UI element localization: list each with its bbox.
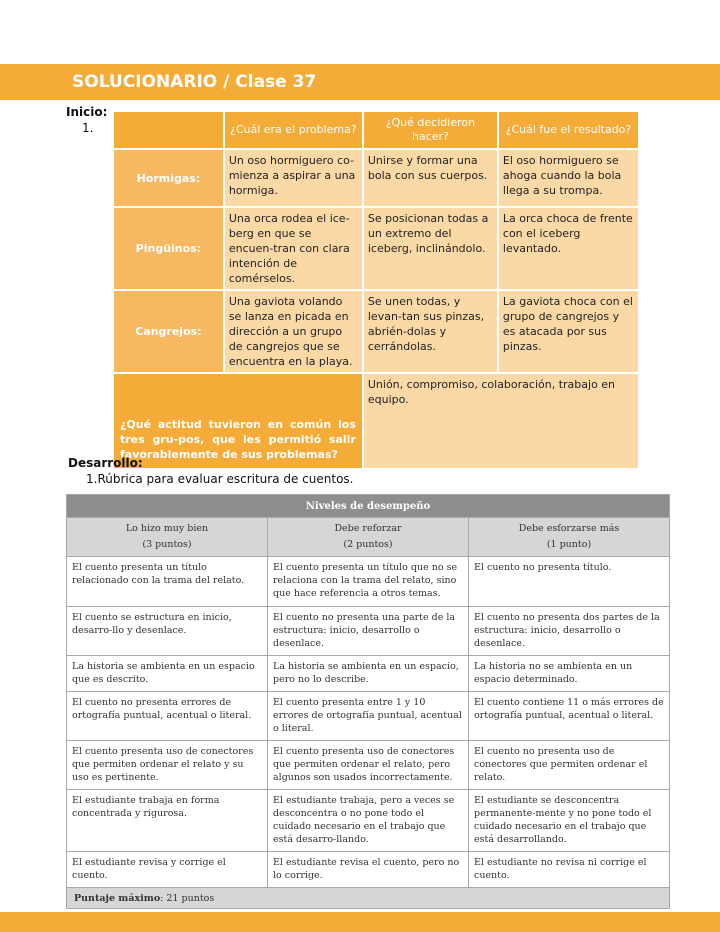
rubric-cell: El cuento no presenta errores de ortografía puntual, acentual o literal. [67, 692, 268, 741]
row-pinguinos [114, 208, 638, 289]
table-row [67, 741, 670, 790]
problem-table-header [114, 112, 638, 148]
level-name: Debe esforzarse más [518, 523, 620, 534]
rubric-cell: El cuento presenta uso de conectores que permiten ordenar el relato y su uso es pertinente. [67, 741, 268, 790]
rubric-cell: El cuento no presenta uso de conectores que permiten ordenar el relato. [469, 741, 670, 790]
rubric-cell: La historia no se ambienta en un espacio determinado. [469, 656, 670, 692]
table-row [67, 790, 670, 852]
rubric-cell: El estudiante trabaja, pero a veces se desconcentra o no pone todo el cuidado necesario en el trabajo que está desarro-llando. [268, 790, 469, 852]
corner-cell [114, 112, 223, 148]
row-label-pinguinos: Pingüinos: [114, 208, 223, 289]
rubric-cell: El cuento presenta un título que no se relaciona con la trama del relato, sino que hace referencia a otros temas. [268, 557, 469, 607]
header-problem: ¿Cuál era el problema? [225, 112, 362, 148]
max-score-value: : 21 puntos [160, 892, 215, 904]
rubric-cell: El estudiante trabaja en forma concentrada y rigurosa. [67, 790, 268, 852]
level-points: (2 puntos) [343, 539, 393, 550]
table-row [67, 852, 670, 888]
rubric-cell: El cuento se estructura en inicio, desarro-llo y desenlace. [67, 607, 268, 656]
level-header [268, 518, 469, 557]
row-cangrejos [114, 291, 638, 372]
common-attitude-answer: Unión, compromiso, colaboración, trabajo en equipo. [364, 374, 638, 468]
level-header [469, 518, 670, 557]
rubric-intro: 1.Rúbrica para evaluar escritura de cuentos. [86, 472, 354, 486]
rubric-cell: El cuento no presenta una parte de la estructura: inicio, desarrollo o desenlace. [268, 607, 469, 656]
rubric-cell: El cuento presenta uso de conectores que permiten ordenar el relato, pero algunos son usados incorrectamente. [268, 741, 469, 790]
rubric-levels-row [67, 518, 670, 557]
rubric-cell: El cuento no presenta dos partes de la estructura: inicio, desarrollo o desenlace. [469, 607, 670, 656]
rubric-title: Niveles de desempeño [67, 495, 670, 518]
row-label-hormigas: Hormigas: [114, 150, 223, 206]
inicio-label: Inicio: [66, 105, 108, 119]
page-title: SOLUCIONARIO / Clase 37 [72, 72, 317, 92]
common-attitude-question: ¿Qué actitud tuvieron en común los tres gru-pos, que les permitió salir favorablemente de sus problemas? [114, 374, 362, 468]
max-score [67, 888, 670, 909]
level-points: (3 puntos) [142, 539, 192, 550]
inicio-item-number: 1. [82, 121, 94, 135]
rubric-cell: El cuento contiene 11 o más errores de ortografía puntual, acentual o literal. [469, 692, 670, 741]
header-result: ¿Cuál fue el resultado? [499, 112, 638, 148]
cell-result: El oso hormiguero se ahoga cuando la bola llega a su trompa. [499, 150, 638, 206]
rubric-cell: La historia se ambienta en un espacio, pero no lo describe. [268, 656, 469, 692]
header-decision: ¿Qué decidieron hacer? [364, 112, 497, 148]
cell-decision: Se posicionan todas a un extremo del iceberg, inclinándolo. [364, 208, 497, 289]
cell-problem: Una orca rodea el ice-berg en que se encuen-tran con clara intención de comérselos. [225, 208, 362, 289]
rubric-cell: El estudiante revisa el cuento, pero no lo corrige. [268, 852, 469, 888]
rubric-cell: El estudiante revisa y corrige el cuento. [67, 852, 268, 888]
problem-table [112, 110, 640, 470]
table-row [67, 656, 670, 692]
rubric-cell: La historia se ambienta en un espacio que es descrito. [67, 656, 268, 692]
rubric-cell: El cuento no presenta título. [469, 557, 670, 607]
max-score-label: Puntaje máximo [74, 892, 161, 904]
cell-result: La gaviota choca con el grupo de cangrejos y es atacada por sus pinzas. [499, 291, 638, 372]
row-label-cangrejos: Cangrejos: [114, 291, 223, 372]
cell-result: La orca choca de frente con el iceberg levantado. [499, 208, 638, 289]
cell-decision: Unirse y formar una bola con sus cuerpos. [364, 150, 497, 206]
table-row [67, 557, 670, 607]
row-question [114, 374, 638, 468]
rubric-cell: El cuento presenta un título relacionado con la trama del relato. [67, 557, 268, 607]
cell-problem: Un oso hormiguero co-mienza a aspirar a una hormiga. [225, 150, 362, 206]
rubric-cell: El cuento presenta entre 1 y 10 errores de ortografía puntual, acentual o literal. [268, 692, 469, 741]
level-points: (1 punto) [546, 539, 592, 550]
footer-bar [0, 912, 720, 932]
desarrollo-label: Desarrollo: [68, 456, 143, 470]
rubric-footer [67, 888, 670, 909]
rubric-cell: El estudiante no revisa ni corrige el cuento. [469, 852, 670, 888]
row-hormigas [114, 150, 638, 206]
table-row [67, 607, 670, 656]
rubric-cell: El estudiante se desconcentra permanente-mente y no pone todo el cuidado necesario en el trabajo que está desarrollando. [469, 790, 670, 852]
cell-decision: Se unen todas, y levan-tan sus pinzas, abrién-dolas y cerrándolas. [364, 291, 497, 372]
rubric-table [66, 494, 670, 909]
cell-problem: Una gaviota volando se lanza en picada en dirección a un grupo de cangrejos que se encuentra en la playa. [225, 291, 362, 372]
level-name: Debe reforzar [334, 523, 402, 534]
level-header [67, 518, 268, 557]
header-bar [0, 64, 720, 100]
level-name: Lo hizo muy bien [125, 523, 209, 534]
table-row [67, 692, 670, 741]
